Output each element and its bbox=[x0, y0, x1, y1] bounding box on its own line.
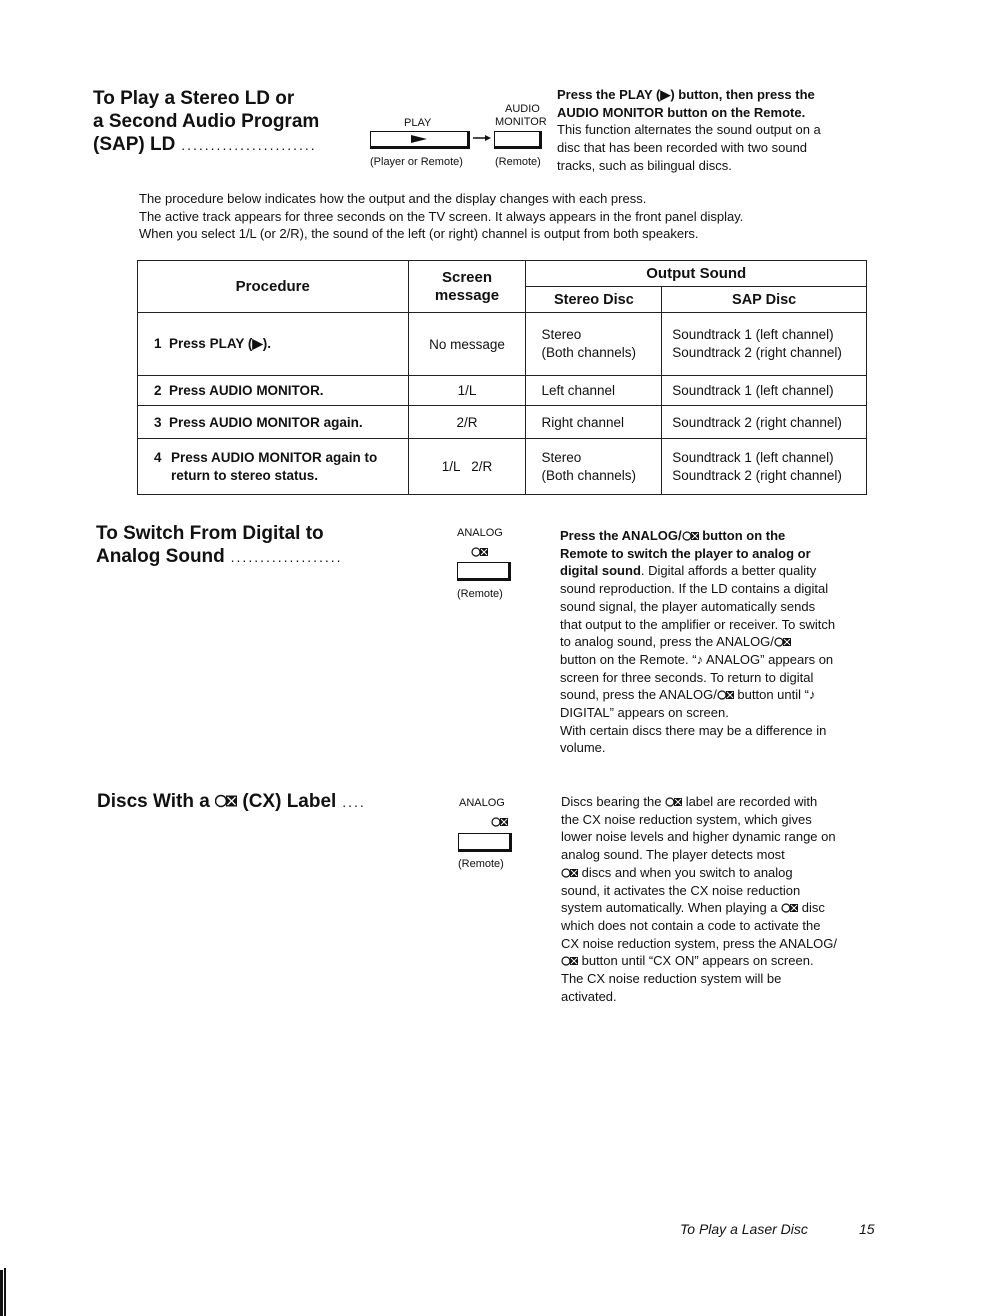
scan-edge-mark bbox=[0, 1270, 3, 1316]
s3-line11: button until “CX ON” appears on screen. bbox=[578, 953, 814, 969]
analog-key-icon bbox=[457, 562, 511, 581]
s3-line6: sound, it activates the CX noise reduction bbox=[561, 882, 801, 898]
section3-text bbox=[561, 793, 876, 1005]
row-stereo: Left channel bbox=[526, 376, 662, 406]
cx-logo-icon bbox=[215, 794, 237, 808]
row-number: 3 bbox=[154, 414, 162, 430]
section1-description bbox=[557, 86, 867, 175]
leader-dots: ................... bbox=[224, 549, 343, 565]
section1-heading bbox=[93, 87, 319, 157]
leader-dots: .... bbox=[336, 794, 366, 810]
row-stereo: Stereo (Both channels) bbox=[526, 439, 662, 495]
s3-line0: Discs bearing the bbox=[561, 794, 662, 809]
header-stereo: Stereo Disc bbox=[526, 287, 662, 313]
s2-line9: DIGITAL” appears on screen. bbox=[560, 705, 729, 721]
row-procedure: Press AUDIO MONITOR again to return to stereo status. bbox=[171, 449, 378, 483]
analog-key-label: ANALOG bbox=[459, 797, 505, 809]
cx-logo-icon bbox=[561, 868, 578, 878]
s2-line0: . Digital affords a better quality bbox=[640, 563, 817, 579]
s3-line4: analog sound. The player detects most bbox=[561, 847, 785, 863]
play-key-icon bbox=[370, 131, 470, 149]
audio-key-label-2: MONITOR bbox=[495, 116, 547, 128]
section2-text bbox=[560, 527, 875, 757]
row-procedure: Press PLAY (▶). bbox=[169, 336, 271, 351]
cx-logo-icon bbox=[682, 531, 699, 541]
row-sap: Soundtrack 1 (left channel) bbox=[662, 376, 867, 406]
s2-bold3: Remote to switch the player to analog or bbox=[560, 545, 811, 561]
row-number: 1 bbox=[154, 336, 162, 351]
header-procedure: Procedure bbox=[138, 261, 409, 313]
s2-line10: With certain discs there may be a difference in bbox=[560, 722, 827, 738]
desc-line2: disc that has been recorded with two sound bbox=[557, 140, 808, 156]
intro-line3: When you select 1/L (or 2/R), the sound of the left (or right) channel is output from both speakers. bbox=[139, 226, 699, 242]
intro-paragraph bbox=[139, 190, 899, 243]
section3-heading-b: (CX) Label bbox=[242, 791, 337, 812]
s2-line7: sound, press the ANALOG/ bbox=[560, 687, 717, 703]
cx-logo-icon bbox=[665, 797, 682, 807]
table-row bbox=[138, 376, 867, 406]
cx-logo-icon bbox=[561, 956, 578, 966]
cx-logo-icon bbox=[491, 817, 508, 827]
play-key-label: PLAY bbox=[404, 117, 432, 129]
desc-bold-line1: Press the PLAY (▶) button, then press the bbox=[557, 87, 815, 102]
row-screen: 2/R bbox=[408, 406, 526, 439]
section3-heading bbox=[97, 790, 366, 814]
analog-key-icon bbox=[458, 833, 512, 852]
s3-line9: which does not contain a code to activate the bbox=[561, 917, 821, 933]
desc-bold-line2: AUDIO MONITOR button on the Remote. bbox=[557, 104, 806, 120]
s2-line3: that output to the amplifier or receiver. To switch bbox=[560, 616, 836, 632]
analog-key-caption: (Remote) bbox=[457, 588, 503, 600]
row-procedure: Press AUDIO MONITOR again. bbox=[169, 414, 363, 430]
intro-line1: The procedure below indicates how the output and the display changes with each press. bbox=[139, 191, 647, 206]
row-screen: 1/L 2/R bbox=[408, 439, 526, 495]
s2-line4: to analog sound, press the ANALOG/ bbox=[560, 634, 774, 650]
s3-line1: label are recorded with bbox=[682, 794, 818, 809]
s3-line13: activated. bbox=[561, 988, 617, 1004]
page-number: 15 bbox=[859, 1221, 875, 1237]
s3-line2: the CX noise reduction system, which gives bbox=[561, 811, 812, 827]
section1-heading-line1: To Play a Stereo LD or bbox=[93, 88, 295, 109]
row-screen: No message bbox=[408, 313, 526, 376]
s2-line5: button on the Remote. “♪ ANALOG” appears on bbox=[560, 651, 834, 667]
row-screen: 1/L bbox=[408, 376, 526, 406]
play-key-caption: (Player or Remote) bbox=[370, 156, 463, 168]
s2-bold4: digital sound bbox=[560, 563, 641, 579]
row-sap: Soundtrack 1 (left channel) Soundtrack 2 (right channel) bbox=[662, 439, 867, 495]
s3-line12: The CX noise reduction system will be bbox=[561, 971, 782, 987]
s3-line8: disc bbox=[798, 900, 825, 916]
header-output: Output Sound bbox=[526, 261, 867, 287]
cx-logo-icon bbox=[781, 903, 798, 913]
s2-bold1: Press the ANALOG/ bbox=[560, 528, 682, 543]
audio-monitor-key-icon bbox=[494, 131, 542, 149]
analog-key-caption: (Remote) bbox=[458, 858, 504, 870]
section2-heading-line1: To Switch From Digital to bbox=[96, 523, 324, 544]
s3-line5: discs and when you switch to analog bbox=[578, 864, 793, 880]
analog-key-label: ANALOG bbox=[457, 527, 503, 539]
s2-bold2: button on the bbox=[698, 528, 786, 543]
row-number: 2 bbox=[154, 383, 162, 398]
cx-logo-icon bbox=[471, 547, 488, 557]
intro-line2: The active track appears for three seconds on the TV screen. It always appears in the front panel display. bbox=[139, 208, 744, 224]
row-sap: Soundtrack 1 (left channel) Soundtrack 2 (right channel) bbox=[662, 313, 867, 376]
section2-heading-line2: Analog Sound bbox=[96, 546, 225, 567]
s3-line3: lower noise levels and higher dynamic range on bbox=[561, 829, 836, 845]
s2-line8: button until “♪ bbox=[733, 687, 816, 703]
header-sap: SAP Disc bbox=[662, 287, 867, 313]
section1-heading-line3: (SAP) LD bbox=[93, 134, 176, 155]
procedure-table bbox=[137, 260, 867, 495]
cx-logo-icon bbox=[717, 690, 734, 700]
play-triangle-icon bbox=[409, 134, 429, 144]
s2-line11: volume. bbox=[560, 740, 606, 756]
row-stereo: Right channel bbox=[526, 406, 662, 439]
footer-title: To Play a Laser Disc bbox=[680, 1221, 808, 1237]
s2-line2: sound signal, the player automatically sends bbox=[560, 598, 816, 614]
row-stereo: Stereo (Both channels) bbox=[526, 313, 662, 376]
section2-heading bbox=[96, 522, 343, 569]
row-sap: Soundtrack 2 (right channel) bbox=[662, 406, 867, 439]
desc-line1: This function alternates the sound output on a bbox=[557, 122, 821, 138]
desc-line3: tracks, such as bilingual discs. bbox=[557, 157, 732, 173]
table-row bbox=[138, 439, 867, 495]
section3-heading-a: Discs With a bbox=[97, 791, 210, 812]
s3-line10: CX noise reduction system, press the ANALOG/ bbox=[561, 935, 838, 951]
table-row bbox=[138, 406, 867, 439]
arrow-right-icon bbox=[472, 133, 492, 143]
leader-dots: ....................... bbox=[175, 137, 317, 153]
cx-logo-icon bbox=[774, 637, 791, 647]
audio-key-caption: (Remote) bbox=[495, 156, 541, 168]
s3-line7: system automatically. When playing a bbox=[561, 900, 778, 916]
header-screen: Screen message bbox=[408, 261, 526, 313]
scan-edge-mark bbox=[4, 1268, 6, 1316]
section1-heading-line2: a Second Audio Program bbox=[93, 111, 320, 132]
row-number: 4 bbox=[154, 449, 162, 465]
row-procedure: Press AUDIO MONITOR. bbox=[169, 383, 324, 398]
audio-key-label-1: AUDIO bbox=[505, 103, 540, 115]
table-row bbox=[138, 313, 867, 376]
s2-line6: screen for three seconds. To return to digital bbox=[560, 669, 814, 685]
s2-line1: sound reproduction. If the LD contains a digital bbox=[560, 581, 829, 597]
